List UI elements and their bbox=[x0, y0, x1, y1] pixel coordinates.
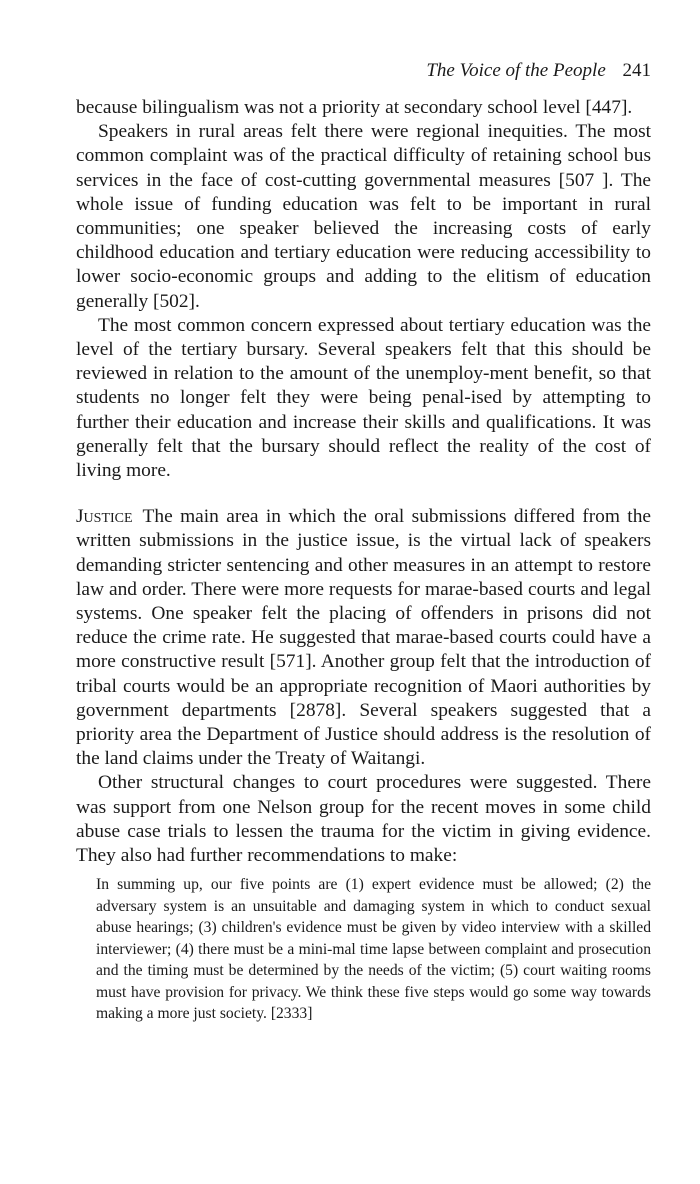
section-heading-justice: Justice bbox=[76, 506, 133, 528]
book-page bbox=[76, 60, 651, 1025]
block-quote: In summing up, our five points are (1) expert evidence must be allowed; (2) the adversary system is an unsuitable and damaging system in which to conduct sexual abuse hearings; (3) children's evidence must be given by video interview with a skilled interviewer; (4) there must be a mini-mal time lapse between complaint and prosecution and the timing must be determined by the needs of the victim; (5) court waiting rooms must have provision for privacy. We think these five steps would go some way towards making a more just society. [2333] bbox=[96, 876, 651, 1023]
justice-text: The main area in which the oral submissions differed from the written submissions in the justice issue, is the virtual lack of speakers demanding stricter sentencing and other measures in an attempt to restore law and order. There were more requests for marae-based courts and legal systems. One speaker felt the placing of offenders in prisons did not reduce the crime rate. He suggested that marae-based courts could have a more constructive result [571]. Another group felt that the introduction of tribal courts would be an appropriate recognition of Maori authorities by government departments [2878]. Several speakers suggested that a priority area the Department of Justice should address is the resolution of the land claims under the Treaty of Waitangi. bbox=[76, 506, 651, 770]
page-number: 241 bbox=[622, 60, 651, 81]
paragraph-bilingualism: because bilingualism was not a priority at secondary school level [447]. bbox=[76, 97, 633, 118]
paragraph-tertiary-bursary: The most common concern expressed about tertiary education was the level of the tertiary bursary. Several speakers felt that this should be reviewed in relation to the amount of the unemploy-ment benefit, so that students no longer felt they were being penal-ised by attempting to further their education and increase their skills and qualifications. It was generally felt that the bursary should reflect the reality of the cost of living more. bbox=[76, 314, 651, 482]
running-head bbox=[76, 60, 651, 82]
paragraph-justice bbox=[76, 505, 651, 771]
paragraph-rural-inequities: Speakers in rural areas felt there were regional inequities. The most common complaint was of the practical difficulty of retaining school bus services in the face of cost-cutting governmental measures [507 ]. The whole issue of funding education was felt to be important in rural communities; one speaker believed the increasing costs of early childhood education and tertiary education were reducing accessibility to lower socio-economic groups and adding to the elitism of education generally [502]. bbox=[76, 121, 651, 312]
running-title: The Voice of the People bbox=[426, 60, 606, 81]
paragraph-court-procedures: Other structural changes to court procedures were suggested. There was support from one Nelson group for the recent moves in some child abuse case trials to lessen the trauma for the victim in giving evidence. They also had further recommendations to make: bbox=[76, 772, 651, 867]
